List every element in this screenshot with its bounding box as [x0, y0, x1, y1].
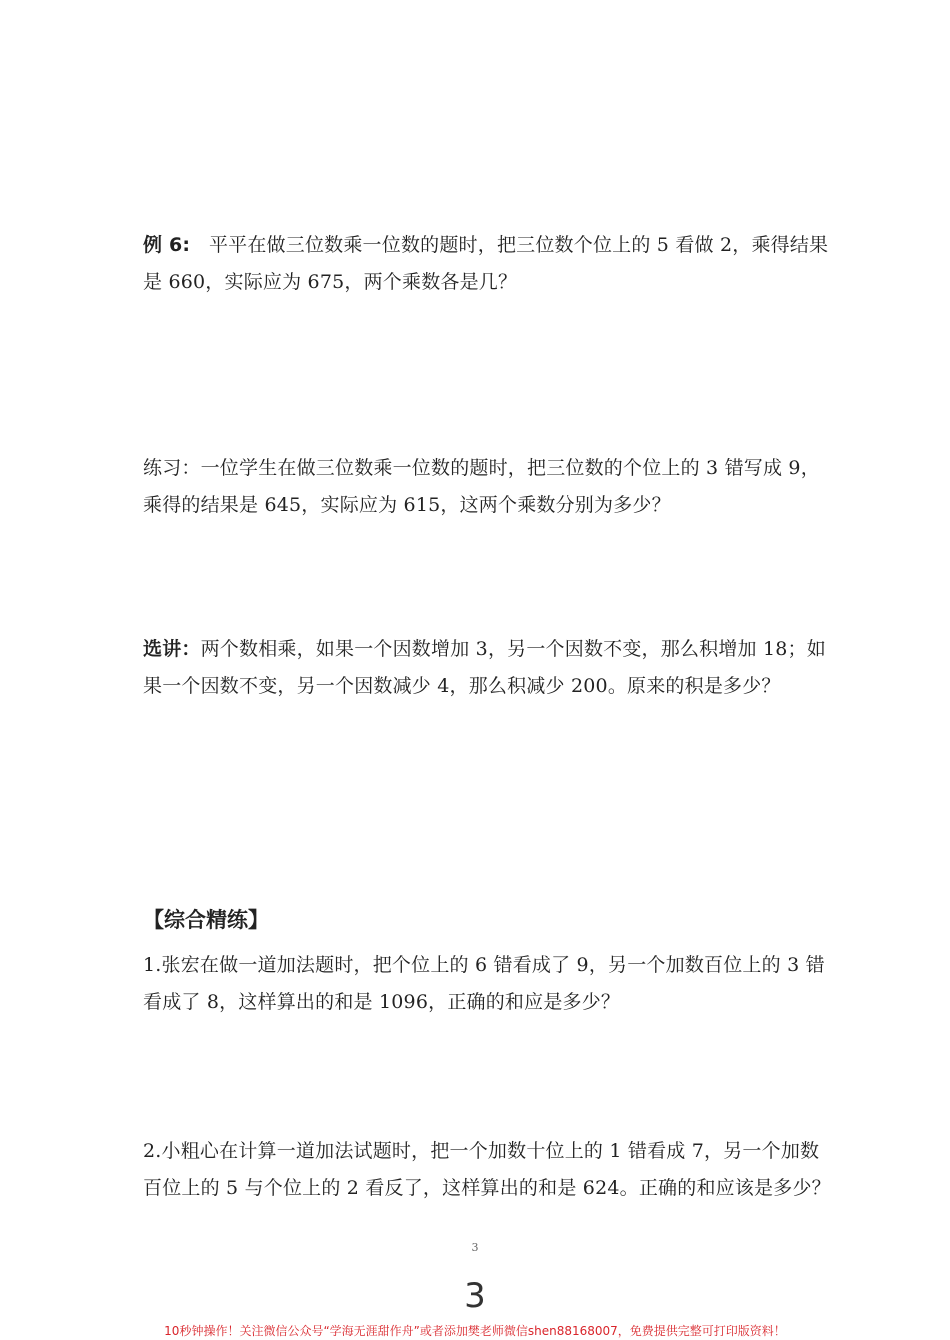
page-number-small: 3: [471, 1241, 479, 1254]
page-number-large: 3: [464, 1276, 486, 1316]
practice-text-1: 一位学生在做三位数乘一位数的题时，把三位数的个位上的 3 错写成 9，: [200, 457, 820, 479]
lecture-text-1: 两个数相乘，如果一个因数增加 3，另一个因数不变，那么积增加 18；如: [200, 638, 826, 660]
question-1-text-2: 看成了 8，这样算出的和是 1096，正确的和应是多少？: [143, 991, 621, 1013]
practice-text-2: 乘得的结果是 645，实际应为 615，这两个乘数分别为多少？: [143, 494, 671, 516]
question-1: [143, 947, 825, 1021]
lecture-text-2: 果一个因数不变，另一个因数减少 4，那么积减少 200。原来的积是多少？: [143, 675, 781, 697]
question-1-text-1: 1.张宏在做一道加法题时，把个位上的 6 错看成了 9，另一个加数百位上的 3 错: [143, 954, 825, 976]
lecture-problem: [143, 631, 826, 705]
lecture-label: 选讲：: [143, 638, 201, 660]
example-6-text-1: 平平在做三位数乘一位数的题时，把三位数个位上的 5 看做 2，乘得结果: [208, 234, 829, 256]
question-2-text-1: 2.小粗心在计算一道加法试题时，把一个加数十位上的 1 错看成 7，另一个加数: [143, 1140, 820, 1162]
question-2: [143, 1133, 831, 1207]
example-6-label: 例 6:: [143, 234, 191, 256]
example-6-line-1: [143, 227, 829, 264]
section-heading: 【综合精练】: [143, 908, 269, 932]
practice-line-1: [143, 450, 820, 487]
example-6-problem: [143, 227, 829, 301]
example-6-text-2: 是 660，实际应为 675，两个乘数各是几？: [143, 271, 518, 293]
practice-problem: [143, 450, 820, 524]
question-2-text-2: 百位上的 5 与个位上的 2 看反了，这样算出的和是 624。正确的和应该是多少？: [143, 1177, 831, 1199]
practice-label: 练习：: [143, 457, 201, 479]
lecture-line-1: [143, 631, 826, 668]
footer-notice: 10秒钟操作！关注微信公众号“学海无涯甜作舟”或者添加樊老师微信shen88168007，免费提供完整可打印版资料！: [164, 1324, 786, 1338]
